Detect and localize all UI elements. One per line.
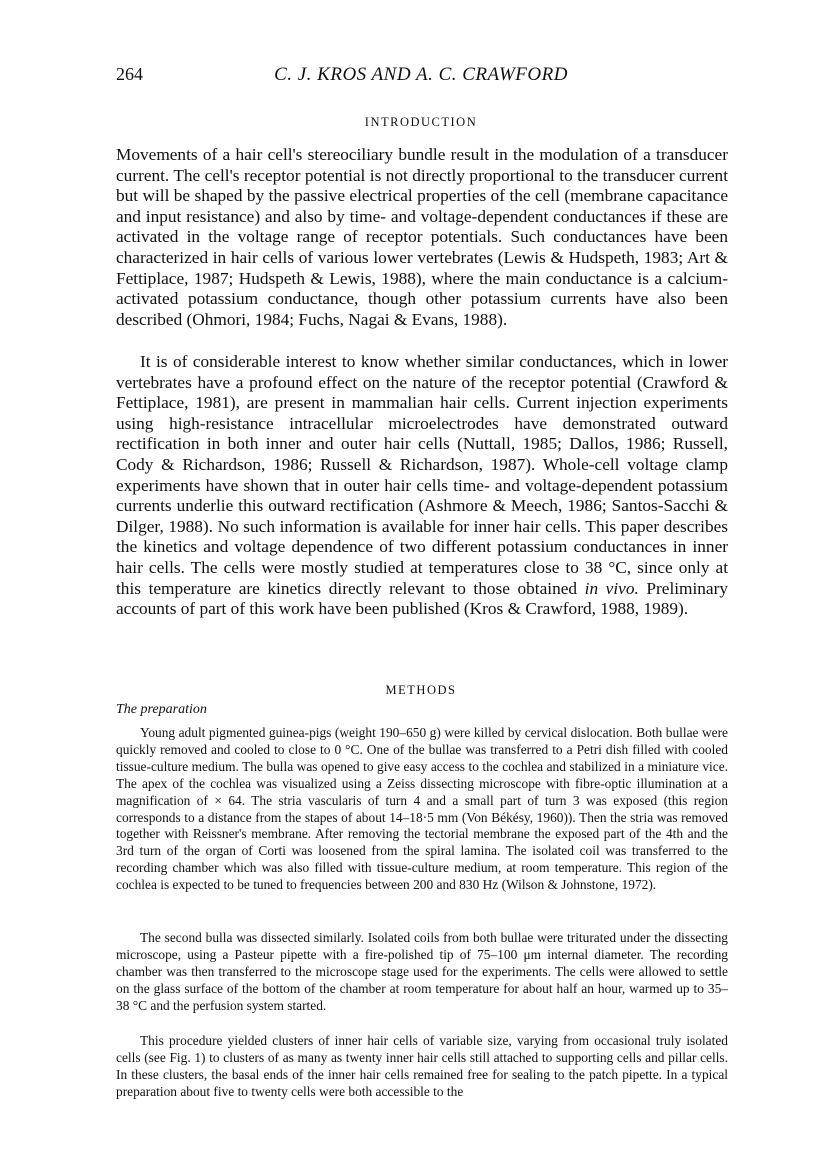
introduction-paragraph-1: Movements of a hair cell's stereociliary bundle result in the modulation of a transducer current. The cell's receptor potential is not directly proportional to the transducer current but will be shaped by the passive electrical properties of the cell (membrane capacitance and input resistance) and also by time- and voltage-dependent conductances if these are activated in the voltage range of receptor potentials. Such conductances have been characterized in hair cells of various lower vertebrates (Lewis & Hudspeth, 1983; Art & Fettiplace, 1987; Hudspeth & Lewis, 1988), where the main conductance is a calcium-activated potassium conductance, though other potassium currents have also been described (Ohmori, 1984; Fuchs, Nagai & Evans, 1988). [116, 145, 728, 329]
in-vivo-italic: in vivo. [584, 578, 639, 598]
introduction-paragraph-2-tail: Preliminary accounts of part of this work have been published (Kros & Crawford, 1988, 1989). [116, 578, 728, 619]
methods-heading: METHODS [385, 683, 457, 697]
introduction-paragraph-2 [116, 352, 728, 620]
methods-paragraph-2: The second bulla was dissected similarly. Isolated coils from both bullae were triturated under the dissecting microscope, using a Pasteur pipette with a fire-polished tip of 75–100 μm internal diameter. The recording chamber was then transferred to the microscope stage used for the experiments. The cells were allowed to settle on the glass surface of the bottom of the chamber at room temperature for about half an hour, warmed up to 35–38 °C and the perfusion system started. [116, 930, 728, 1013]
page-number: 264 [116, 64, 143, 84]
methods-paragraph-1: Young adult pigmented guinea-pigs (weight 190–650 g) were killed by cervical dislocation. Both bullae were quickly removed and cooled to close to 0 °C. One of the bullae was transferred to a Petri dish filled with cooled tissue-culture medium. The bulla was opened to give easy access to the cochlea and stabilized in a miniature vice. The apex of the cochlea was visualized using a Zeiss dissecting microscope with fibre-optic illumination at a magnification of × 64. The stria vascularis of turn 4 and a small part of turn 3 was exposed (this region corresponds to a distance from the stapes of about 14–18·5 mm (Von Békésy, 1960)). Then the stria was removed together with Reissner's membrane. After removing the tectorial membrane the exposed part of the 4th and the 3rd turn of the organ of Corti was loosened from the spiral lamina. The isolated coil was transferred to the recording chamber which was also filled with tissue-culture medium, at room temperature. This region of the cochlea is expected to be tuned to frequencies between 200 and 830 Hz (Wilson & Johnstone, 1972). [116, 725, 728, 893]
methods-paragraph-3: This procedure yielded clusters of inner hair cells of variable size, varying from occasional truly isolated cells (see Fig. 1) to clusters of as many as twenty inner hair cells still attached to supporting cells and pillar cells. In these clusters, the basal ends of the inner hair cells remained free for sealing to the patch pipette. In a typical preparation about five to twenty cells were both accessible to the [116, 1033, 728, 1099]
introduction-paragraph-2-text: It is of considerable interest to know whether similar conductances, which in lower vertebrates have a profound effect on the nature of the receptor potential (Crawford & Fettiplace, 1981), are present in mammalian hair cells. Current injection experiments using high-resistance intracellular microelectrodes have demonstrated outward rectification in both inner and outer hair cells (Nuttall, 1985; Dallos, 1986; Russell, Cody & Richardson, 1986; Russell & Richardson, 1987). Whole-cell voltage clamp experiments have shown that in outer hair cells time- and voltage-dependent potassium currents underlie this outward rectification (Ashmore & Meech, 1986; Santos-Sacchi & Dilger, 1988). No such information is available for inner hair cells. This paper describes the kinetics and voltage dependence of two different potassium conductances in inner hair cells. The cells were mostly studied at temperatures close to 38 °C, since only at this temperature are kinetics directly relevant to those obtained [116, 352, 728, 598]
running-title: C. J. KROS AND A. C. CRAWFORD [274, 64, 568, 85]
preparation-subheading: The preparation [116, 702, 207, 717]
introduction-heading: INTRODUCTION [364, 115, 478, 129]
page-header [116, 64, 726, 90]
